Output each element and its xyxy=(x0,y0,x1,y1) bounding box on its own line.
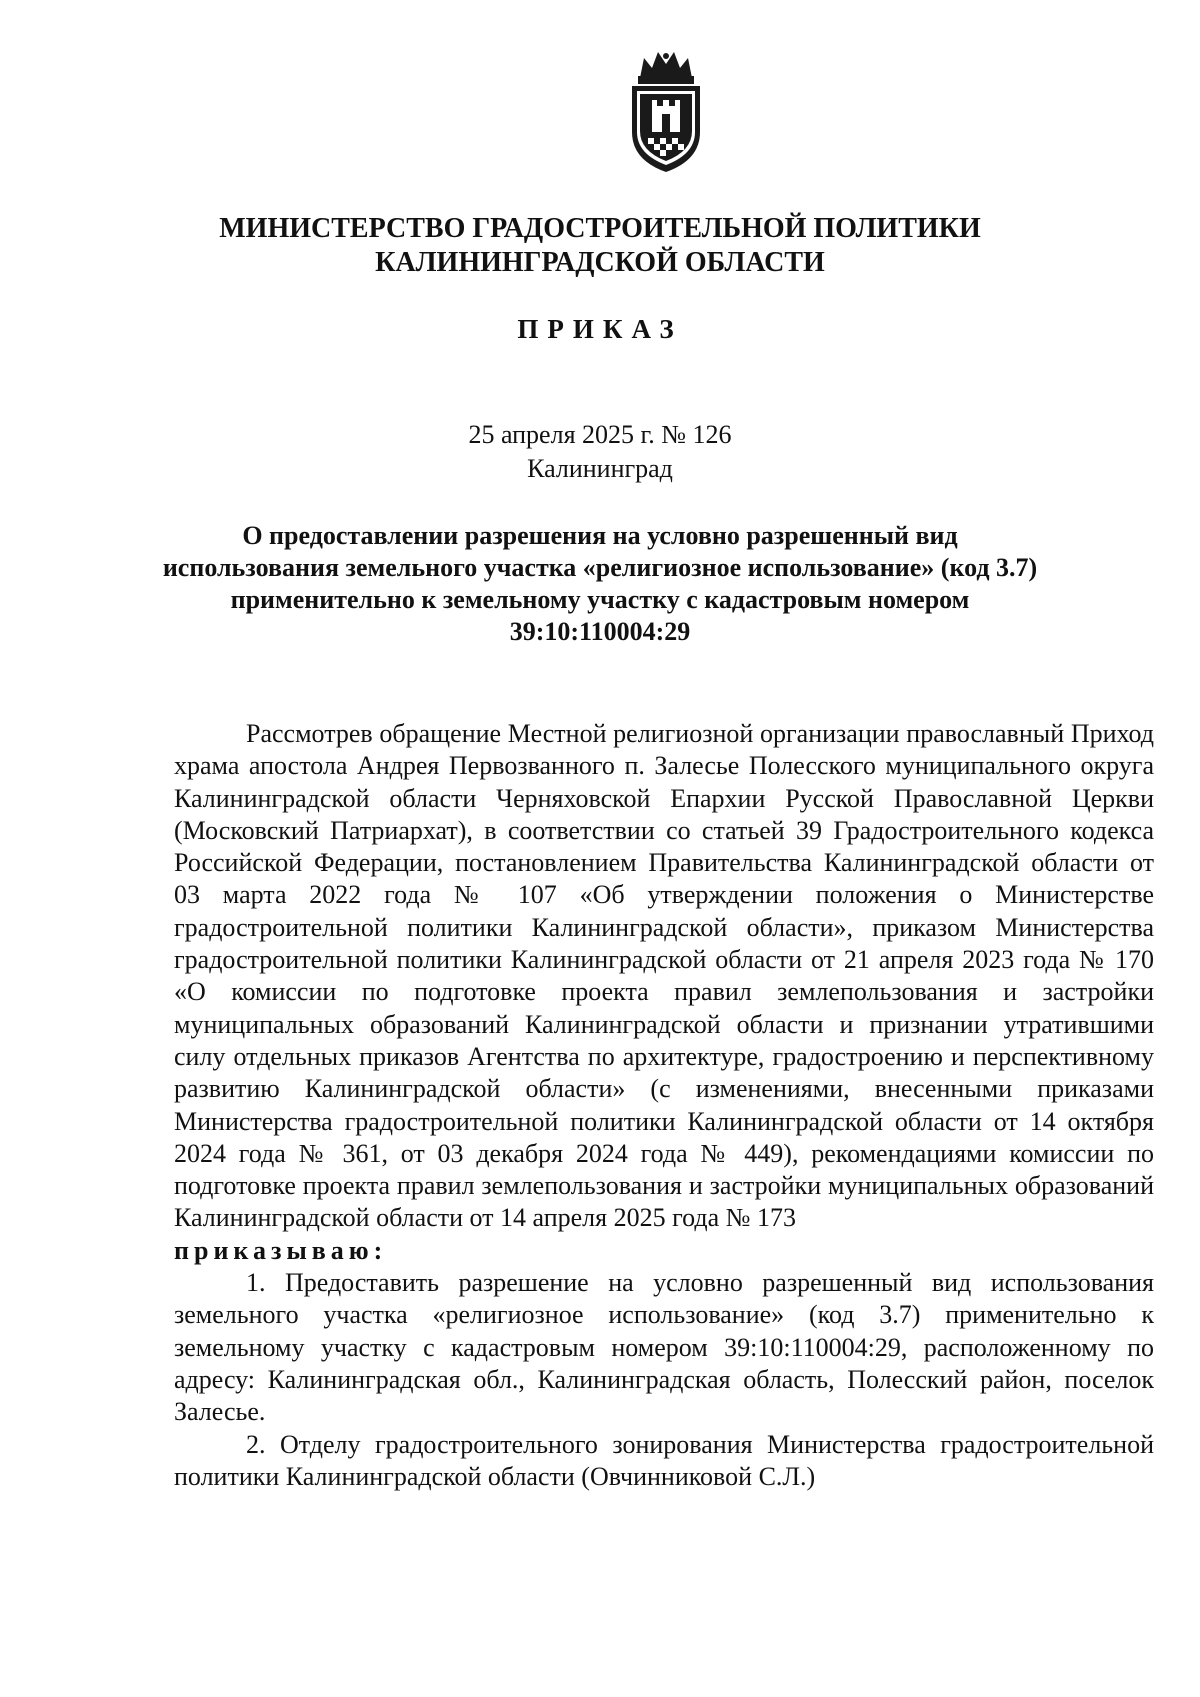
decree-word: приказываю: xyxy=(174,1235,388,1265)
ministry-line-1: МИНИСТЕРСТВО ГРАДОСТРОИТЕЛЬНОЙ ПОЛИТИКИ xyxy=(219,213,981,244)
order-body xyxy=(174,718,1154,1493)
order-date-number: 25 апреля 2025 г. № 126 xyxy=(468,420,732,449)
ministry-line-2: КАЛИНИНГРАДСКОЙ ОБЛАСТИ xyxy=(375,247,825,278)
subject-line-2: использования земельного участка «религиозное использование» (код 3.7) xyxy=(162,553,1038,582)
subject-line-3: применительно к земельному участку с кадастровым номером xyxy=(230,585,970,614)
preamble-paragraph: Рассмотрев обращение Местной религиозной организации православный Приход храма апостола Андрея Первозванного п. Залесье Полесского муниципального округа Калининградской области Черняховской Епархии Русской Православной Церкви (Московский Патриархат), в соответствии со статьей 39 Градостроительного кодекса Российской Федерации, постановлением Правительства Калининградской области от 03 марта 2022 года № 107 «Об утверждении положения о Министерстве градостроительной политики Калининградской области», приказом Министерства градостроительной политики Калининградской области от 21 апреля 2023 года № 170 «О комиссии по подготовке проекта правил землепользования и застройки муниципальных образований Калининградской области и признании утратившими силу отдельных приказов Агентства по архитектуре, градостроению и перспективному развитию Калининградской области» (с изменениями, внесенными приказами Министерства градостроительной политики Калининградской области от 14 октября 2024 года № 361, от 03 декабря 2024 года № 449), рекомендациями комиссии по подготовке проекта правил землепользования и застройки муниципальных образований Калининградской области от 14 апреля 2025 года № 173 xyxy=(174,719,1154,1233)
date-block xyxy=(0,418,1200,486)
order-title: ПРИКАЗ xyxy=(517,314,683,344)
item-2-paragraph: 2. Отделу градостроительного зонирования Министерства градостроительной политики Калининградской области (Овчинниковой С.Л.) xyxy=(174,1429,1154,1491)
item-1-paragraph: 1. Предоставить разрешение на условно разрешенный вид использования земельного участка «религиозное использование» (код 3.7) применительно к земельному участку с кадастровым номером 39:10:110004:29, расположенному по адресу: Калининградская обл., Калининградская область, Полесский район, поселок Залесье. xyxy=(174,1268,1154,1427)
ministry-name xyxy=(0,212,1200,280)
order-city: Калининград xyxy=(527,454,673,483)
subject-line-1: О предоставлении разрешения на условно разрешенный вид xyxy=(242,521,958,550)
order-subject xyxy=(160,520,1040,648)
coat-of-arms-emblem xyxy=(618,48,714,176)
subject-line-4: 39:10:110004:29 xyxy=(509,617,691,646)
